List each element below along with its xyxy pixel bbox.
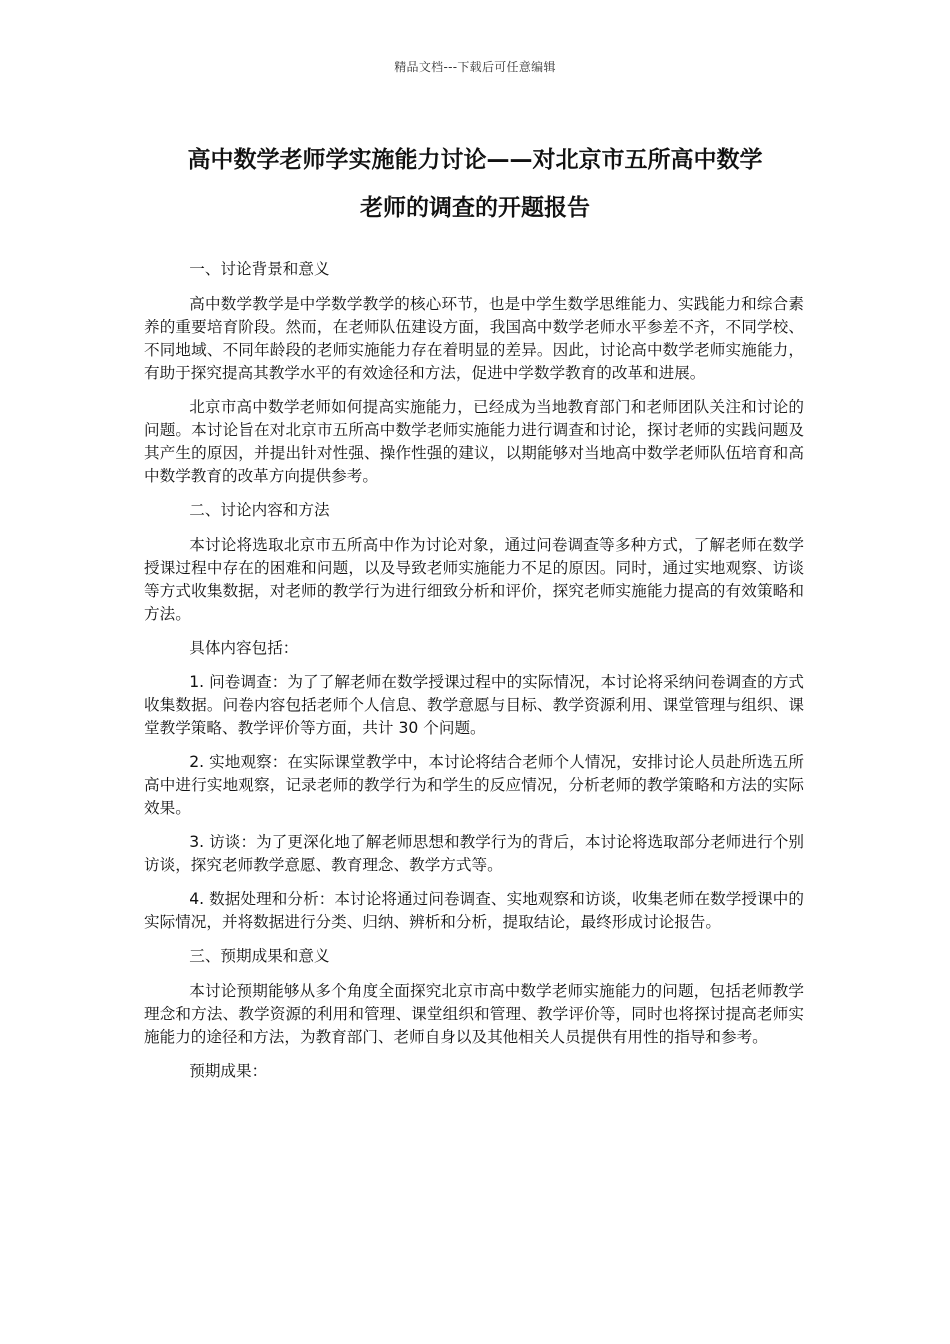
document-body bbox=[144, 258, 804, 1094]
section-heading-content-methods: 二、讨论内容和方法 bbox=[189, 501, 330, 519]
list-item-data-analysis: 4. 数据处理和分析：本讨论将通过问卷调查、实地观察和访谈，收集老师在数学授课中的实际情况，并将数据进行分类、归纳、辨析和分析，提取结论，最终形成讨论报告。 bbox=[144, 890, 804, 931]
list-item-interview: 3. 访谈：为了更深化地了解老师思想和教学行为的背后，本讨论将选取部分老师进行个别访谈，探究老师教学意愿、教育理念、教学方式等。 bbox=[144, 833, 804, 874]
paragraph-background-2: 北京市高中数学老师如何提高实施能力，已经成为当地教育部门和老师团队关注和讨论的问题。本讨论旨在对北京市五所高中数学老师实施能力进行调查和讨论，探讨老师的实践问题及其产生的原因，并提出针对性强、操作性强的建议，以期能够对当地高中数学老师队伍培育和高中数学教育的改革方向提供参考。 bbox=[144, 398, 804, 485]
paragraph-content-methods: 本讨论将选取北京市五所高中作为讨论对象，通过问卷调查等多种方式，了解老师在数学授课过程中存在的困难和问题，以及导致老师实施能力不足的原因。同时，通过实地观察、访谈等方式收集数据，对老师的教学行为进行细致分析和评价，探究老师实施能力提高的有效策略和方法。 bbox=[144, 536, 804, 623]
paragraph-specific-content: 具体内容包括： bbox=[189, 639, 299, 657]
title-line-2: 老师的调查的开题报告 bbox=[360, 195, 590, 221]
paragraph-expected-outcomes: 预期成果： bbox=[189, 1062, 268, 1080]
document-title bbox=[145, 136, 805, 232]
list-item-field-observation: 2. 实地观察：在实际课堂教学中，本讨论将结合老师个人情况，安排讨论人员赴所选五所高中进行实地观察，记录老师的教学行为和学生的反应情况，分析老师的教学策略和方法的实际效果。 bbox=[144, 753, 804, 817]
page-header: 精品文档---下载后可任意编辑 bbox=[394, 60, 556, 74]
paragraph-background-1: 高中数学教学是中学数学教学的核心环节，也是中学生数学思维能力、实践能力和综合素养的重要培育阶段。然而，在老师队伍建设方面，我国高中数学老师水平参差不齐，不同学校、不同地域、不同年龄段的老师实施能力存在着明显的差异。因此，讨论高中数学老师实施能力，有助于探究提高其教学水平的有效途径和方法，促进中学数学教育的改革和进展。 bbox=[144, 295, 804, 382]
paragraph-expected-results: 本讨论预期能够从多个角度全面探究北京市高中数学老师实施能力的问题，包括老师教学理念和方法、教学资源的利用和管理、课堂组织和管理、教学评价等，同时也将探讨提高老师实施能力的途径和方法，为教育部门、老师自身以及其他相关人员提供有用性的指导和参考。 bbox=[144, 982, 804, 1046]
section-heading-expected-results: 三、预期成果和意义 bbox=[189, 947, 330, 965]
section-heading-background: 一、讨论背景和意义 bbox=[189, 260, 330, 278]
title-line-1: 高中数学老师学实施能力讨论——对北京市五所高中数学 bbox=[187, 147, 763, 173]
list-item-questionnaire: 1. 问卷调查：为了了解老师在数学授课过程中的实际情况，本讨论将采纳问卷调查的方式收集数据。问卷内容包括老师个人信息、教学意愿与目标、教学资源利用、课堂管理与组织、课堂教学策略、教学评价等方面，共计 30 个问题。 bbox=[144, 673, 804, 737]
